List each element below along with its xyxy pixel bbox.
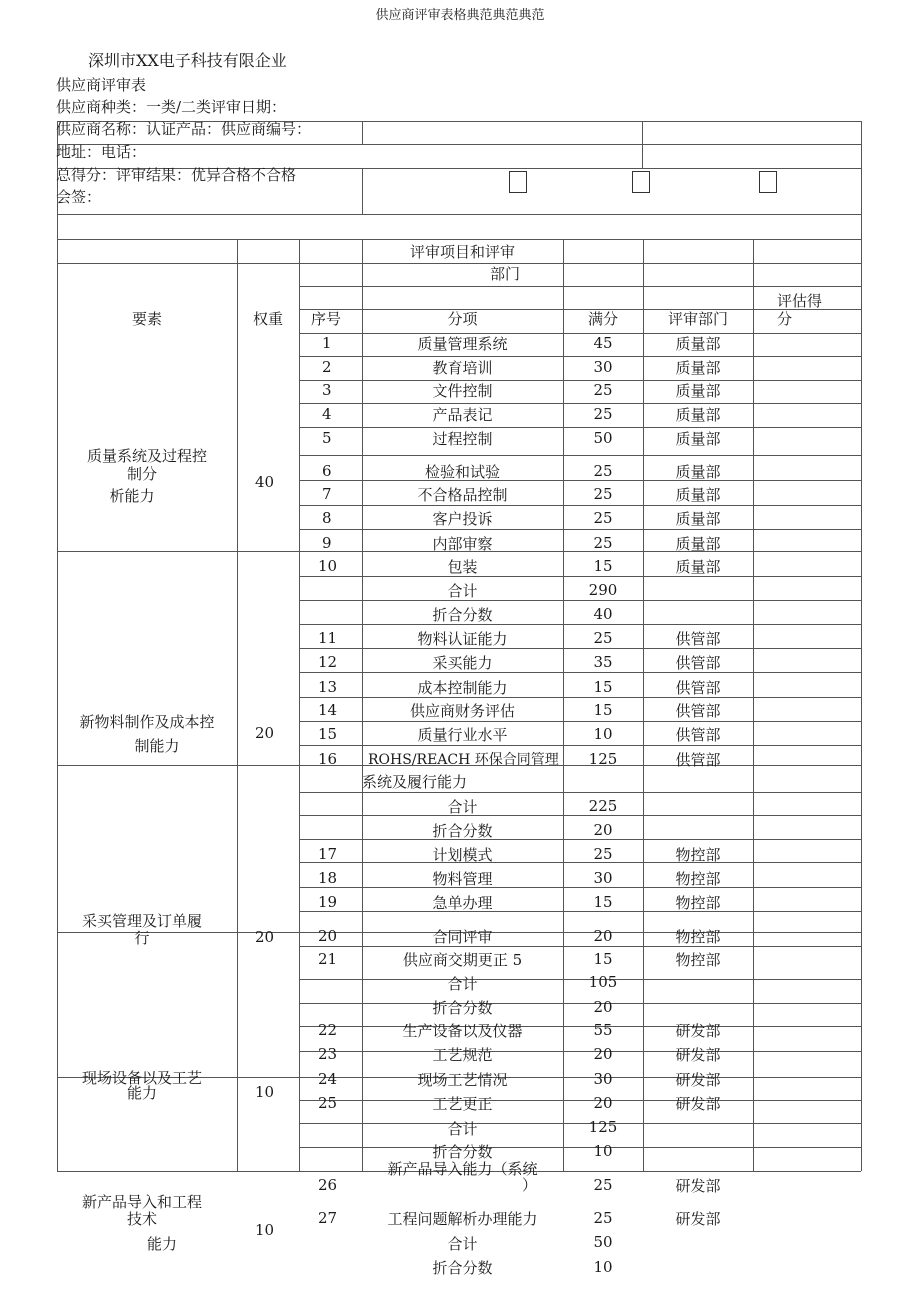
dept: 物控部 xyxy=(675,928,721,946)
dept: 质量部 xyxy=(675,430,721,448)
item-name: 过程控制 xyxy=(432,430,493,448)
item-name: 质量行业水平 xyxy=(417,726,508,744)
score-result-field[interactable]: 总得分：评审结果：优异合格不合格 xyxy=(56,166,297,184)
result-excellent-checkbox[interactable] xyxy=(509,171,527,193)
full-score: 25 xyxy=(593,381,613,399)
seq: 19 xyxy=(318,893,338,911)
converted-label: 折合分数 xyxy=(432,606,493,624)
countersign-field[interactable]: 会签： xyxy=(56,188,102,206)
full-score: 25 xyxy=(593,405,613,423)
item-name: 工艺规范 xyxy=(432,1046,493,1064)
full-score: 20 xyxy=(593,1094,613,1112)
full-score: 15 xyxy=(593,557,613,575)
item-name: 检验和试验 xyxy=(424,463,500,481)
group-title-cont: 部门 xyxy=(490,265,521,283)
full-score: 15 xyxy=(593,678,613,696)
col-header-score: 评估得 xyxy=(777,292,823,310)
dept: 研发部 xyxy=(675,1046,721,1064)
converted-value: 10 xyxy=(593,1142,613,1160)
converted-value: 20 xyxy=(593,821,613,839)
dept: 物控部 xyxy=(675,870,721,888)
converted-label: 折合分数 xyxy=(432,822,493,840)
full-score: 10 xyxy=(593,725,613,743)
converted-label: 折合分数 xyxy=(432,1259,493,1277)
seq: 7 xyxy=(322,485,332,503)
seq: 11 xyxy=(318,629,338,647)
full-score: 15 xyxy=(593,950,613,968)
item-name: 不合格品控制 xyxy=(417,486,508,504)
dept: 供管部 xyxy=(675,726,721,744)
item-name: 工程问题解析办理能力 xyxy=(387,1210,538,1228)
col-header-weight: 权重 xyxy=(252,310,283,328)
full-score: 25 xyxy=(593,462,613,480)
dept: 供管部 xyxy=(675,751,721,769)
dept: 质量部 xyxy=(675,558,721,576)
item-name: 文件控制 xyxy=(432,382,493,400)
element-label: 质量系统及过程控 xyxy=(86,447,207,465)
total-label: 合计 xyxy=(447,1235,478,1253)
dept: 质量部 xyxy=(675,510,721,528)
document-header: 供应商评审表格典范典范典范 xyxy=(375,8,545,23)
item-name: 物料管理 xyxy=(432,870,493,888)
total-label: 合计 xyxy=(447,582,478,600)
weight-value: 20 xyxy=(254,724,275,742)
dept: 质量部 xyxy=(675,335,721,353)
rule xyxy=(299,286,861,287)
weight-value: 40 xyxy=(254,473,275,491)
item-name: 现场工艺情况 xyxy=(417,1071,508,1089)
dept: 质量部 xyxy=(675,406,721,424)
seq: 22 xyxy=(318,1021,338,1039)
rule xyxy=(861,121,862,239)
item-name: 内部审察 xyxy=(432,535,493,553)
address-field[interactable]: 地址：电话： xyxy=(56,143,147,161)
full-score: 25 xyxy=(593,629,613,647)
seq: 18 xyxy=(318,869,338,887)
total-label: 合计 xyxy=(447,798,478,816)
rule xyxy=(57,239,58,1171)
form-title: 供应商评审表 xyxy=(56,76,147,94)
seq: 27 xyxy=(318,1209,338,1227)
rule xyxy=(57,239,861,240)
total-value: 125 xyxy=(588,1118,618,1136)
col-header-dept: 评审部门 xyxy=(667,310,728,328)
rule xyxy=(861,239,862,1171)
element-label: 行 xyxy=(134,929,150,947)
item-name: 计划模式 xyxy=(432,846,493,864)
seq: 9 xyxy=(322,534,332,552)
seq: 1 xyxy=(322,334,332,352)
converted-label: 折合分数 xyxy=(432,999,493,1017)
item-name: 包装 xyxy=(447,558,478,576)
seq: 24 xyxy=(318,1070,338,1088)
seq: 21 xyxy=(318,950,338,968)
item-name: 产品表记 xyxy=(432,406,493,424)
full-score: 30 xyxy=(593,1070,613,1088)
element-label: 现场设备以及工艺 xyxy=(81,1069,202,1087)
seq: 5 xyxy=(322,429,332,447)
dept: 质量部 xyxy=(675,463,721,481)
weight-value: 10 xyxy=(254,1083,275,1101)
element-label: 析能力 xyxy=(109,487,155,505)
seq: 26 xyxy=(318,1176,338,1194)
dept: 质量部 xyxy=(675,486,721,504)
item-name: 客户投诉 xyxy=(432,510,493,528)
seq: 15 xyxy=(318,725,338,743)
full-score: 50 xyxy=(593,429,613,447)
dept: 研发部 xyxy=(675,1022,721,1040)
total-label: 合计 xyxy=(447,1120,478,1138)
element-label: 新产品导入和工程 xyxy=(81,1193,202,1211)
item-name: 急单办理 xyxy=(432,894,493,912)
item-name: 工艺更正 xyxy=(432,1095,493,1113)
col-header-full-score: 满分 xyxy=(587,310,618,328)
dept: 供管部 xyxy=(675,702,721,720)
weight-value: 20 xyxy=(254,928,275,946)
item-name: 供应商交期更正 5 xyxy=(402,951,523,969)
dept: 物控部 xyxy=(675,894,721,912)
converted-label: 折合分数 xyxy=(432,1143,493,1161)
dept: 质量部 xyxy=(675,382,721,400)
rule xyxy=(57,214,861,215)
supplier-name-field[interactable]: 供应商名称：认证产品：供应商编号： xyxy=(56,120,312,138)
seq: 3 xyxy=(322,381,332,399)
full-score: 45 xyxy=(593,334,613,352)
dept: 供管部 xyxy=(675,630,721,648)
rule xyxy=(362,121,363,144)
element-label: 新物料制作及成本控 xyxy=(79,713,215,731)
item-name-cont: ） xyxy=(522,1176,538,1194)
item-name: 教育培训 xyxy=(432,359,493,377)
rule xyxy=(362,168,363,214)
full-score: 15 xyxy=(593,701,613,719)
seq: 2 xyxy=(322,358,332,376)
col-header-item: 分项 xyxy=(447,310,478,328)
seq: 8 xyxy=(322,509,332,527)
seq: 4 xyxy=(322,405,332,423)
element-label: 技术 xyxy=(126,1210,157,1228)
item-name: 新产品导入能力（系统 xyxy=(387,1160,538,1178)
converted-value: 20 xyxy=(593,998,613,1016)
seq: 16 xyxy=(318,750,338,768)
seq: 20 xyxy=(318,927,338,945)
rule xyxy=(642,121,643,168)
seq: 25 xyxy=(318,1094,338,1112)
rule xyxy=(57,144,861,145)
total-label: 合计 xyxy=(447,975,478,993)
converted-value: 40 xyxy=(593,605,613,623)
converted-value: 10 xyxy=(593,1258,613,1276)
full-score: 30 xyxy=(593,869,613,887)
element-label: 采买管理及订单履 xyxy=(81,912,202,930)
full-score: 25 xyxy=(593,1176,613,1194)
weight-value: 10 xyxy=(254,1221,275,1239)
rule xyxy=(753,239,754,1171)
item-name: 生产设备以及仪器 xyxy=(402,1022,523,1040)
dept: 研发部 xyxy=(675,1071,721,1089)
rule xyxy=(57,263,861,264)
full-score: 25 xyxy=(593,1209,613,1227)
item-name: 成本控制能力 xyxy=(417,679,508,697)
item-name: ROHS/REACH 环保合同管理 xyxy=(368,752,559,768)
item-name: 合同评审 xyxy=(432,928,493,946)
seq: 23 xyxy=(318,1045,338,1063)
item-name-cont: 系统及履行能力 xyxy=(362,773,468,791)
full-score: 25 xyxy=(593,845,613,863)
col-header-score-cont: 分 xyxy=(777,310,793,328)
dept: 供管部 xyxy=(675,654,721,672)
element-label: 能力 xyxy=(126,1084,157,1102)
company-name: 深圳市XX电子科技有限企业 xyxy=(88,51,287,70)
dept: 物控部 xyxy=(675,846,721,864)
seq: 6 xyxy=(322,462,332,480)
total-value: 225 xyxy=(588,797,618,815)
dept: 研发部 xyxy=(675,1210,721,1228)
item-name: 质量管理系统 xyxy=(417,335,508,353)
col-header-seq: 序号 xyxy=(311,310,342,328)
dept: 供管部 xyxy=(675,679,721,697)
full-score: 30 xyxy=(593,358,613,376)
total-value: 290 xyxy=(588,581,618,599)
full-score: 20 xyxy=(593,927,613,945)
total-value: 50 xyxy=(593,1233,613,1251)
element-label: 制能力 xyxy=(134,737,180,755)
dept: 研发部 xyxy=(675,1095,721,1113)
seq: 13 xyxy=(318,678,338,696)
total-value: 105 xyxy=(588,973,618,991)
full-score: 55 xyxy=(593,1021,613,1039)
group-title: 评审项目和评审 xyxy=(409,243,515,261)
full-score: 125 xyxy=(588,750,618,768)
element-label: 制分 xyxy=(126,465,157,483)
dept: 物控部 xyxy=(675,951,721,969)
seq: 10 xyxy=(318,557,338,575)
col-header-element: 要素 xyxy=(131,310,162,328)
full-score: 20 xyxy=(593,1045,613,1063)
seq: 14 xyxy=(318,701,338,719)
full-score: 25 xyxy=(593,485,613,503)
full-score: 25 xyxy=(593,534,613,552)
dept: 研发部 xyxy=(675,1177,721,1195)
item-name: 物料认证能力 xyxy=(417,630,508,648)
result-pass-checkbox[interactable] xyxy=(632,171,650,193)
dept: 质量部 xyxy=(675,535,721,553)
full-score: 25 xyxy=(593,509,613,527)
rule xyxy=(299,239,300,1171)
dept: 质量部 xyxy=(675,359,721,377)
element-label: 能力 xyxy=(146,1235,177,1253)
result-fail-checkbox[interactable] xyxy=(759,171,777,193)
seq: 12 xyxy=(318,653,338,671)
full-score: 35 xyxy=(593,653,613,671)
full-score: 15 xyxy=(593,893,613,911)
supplier-type-line: 供应商种类：一类/二类评审日期： xyxy=(56,98,287,116)
item-name: 采买能力 xyxy=(432,654,493,672)
seq: 17 xyxy=(318,845,338,863)
item-name: 供应商财务评估 xyxy=(409,702,515,720)
rule xyxy=(237,239,238,1171)
